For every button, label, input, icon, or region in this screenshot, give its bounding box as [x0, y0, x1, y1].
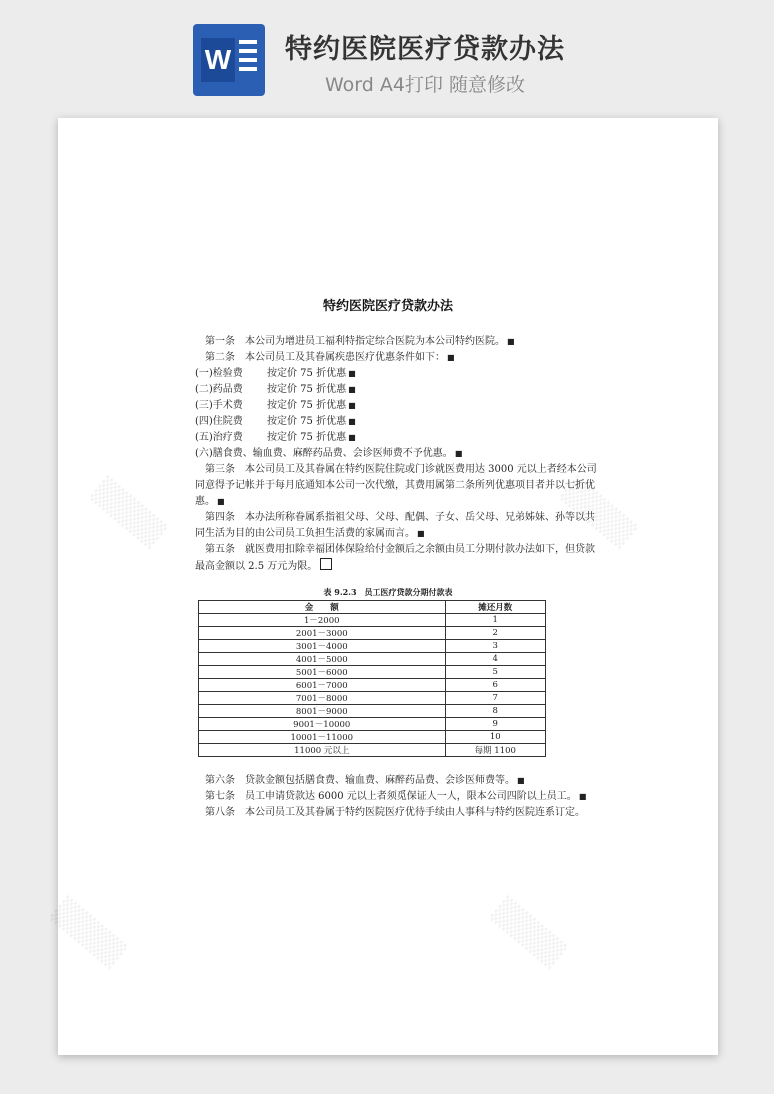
amount-cell: 8001－9000	[199, 705, 446, 718]
end-mark: ■	[447, 353, 455, 362]
item-desc: 按定价 75 折优惠	[267, 368, 347, 379]
paragraph-text: 第三条 本公司员工及其眷属在特约医院住院或门诊就医费用达 3000 元以上者经本公司同意得予记帐并于每月底通知本公司一次代缴，其费用属第二条所列优惠项目者并以七折优惠。	[195, 464, 597, 507]
months-cell: 2	[445, 627, 545, 640]
item-name: (三)手术费	[195, 400, 243, 411]
item-text: (六)膳食费、输血费、麻醉药品费、会诊医师费不予优惠。	[195, 448, 453, 459]
months-cell: 6	[445, 679, 545, 692]
amount-cell: 11000 元以上	[199, 744, 446, 757]
table-row	[199, 614, 546, 627]
item-desc: 按定价 75 折优惠	[267, 416, 347, 427]
list-item	[195, 398, 603, 414]
column-header: 金 额	[199, 601, 446, 614]
item-name: (二)药品费	[195, 384, 243, 395]
watermark: ▒▒▒▒	[47, 895, 129, 971]
watermark: ▒▒▒▒	[557, 475, 639, 551]
months-cell: 8	[445, 705, 545, 718]
amount-cell: 1－2000	[199, 614, 446, 627]
document-body-after	[195, 773, 605, 821]
months-cell: 5	[445, 666, 545, 679]
column-header: 摊还月数	[445, 601, 545, 614]
end-mark: ■	[348, 385, 356, 394]
end-mark: ■	[454, 449, 463, 458]
paragraph-text: 第一条 本公司为增进员工福利特指定综合医院为本公司特约医院。	[195, 336, 505, 347]
item-desc: 按定价 75 折优惠	[267, 384, 347, 395]
end-mark: ■	[348, 369, 356, 378]
months-cell: 10	[445, 731, 545, 744]
amount-cell: 5001－6000	[199, 666, 446, 679]
word-icon-letter: W	[201, 38, 235, 82]
paragraph-text: 第二条 本公司员工及其眷属疾患医疗优惠条件如下：	[195, 352, 445, 363]
document-body	[195, 334, 603, 575]
paragraph	[195, 510, 603, 542]
paragraph	[195, 350, 603, 366]
table-header-row	[199, 601, 546, 614]
table-row	[199, 666, 546, 679]
list-item	[195, 430, 603, 446]
paragraph	[195, 462, 603, 510]
paragraph-text: 第五条 就医费用扣除幸福团体保险给付金额后之余额由员工分期付款办法如下，但贷款最高金额以 2.5 万元为限。	[195, 544, 595, 572]
end-mark: ■	[417, 529, 425, 538]
months-cell: 7	[445, 692, 545, 705]
watermark: ▒▒▒▒	[487, 895, 569, 971]
months-cell: 每期 1100	[445, 744, 545, 757]
amount-cell: 4001－5000	[199, 653, 446, 666]
table-row	[199, 640, 546, 653]
paragraph	[195, 805, 605, 821]
banner-title: 特约医院医疗贷款办法	[285, 34, 565, 65]
checkbox-box	[320, 558, 332, 570]
list-item	[195, 382, 603, 398]
table-caption: 表 9.2.3 员工医疗贷款分期付款表	[323, 587, 453, 597]
amount-cell: 10001－11000	[199, 731, 446, 744]
amount-cell: 7001－8000	[199, 692, 446, 705]
item-name: (一)检验费	[195, 368, 243, 379]
paragraph	[195, 542, 603, 575]
end-mark: ■	[348, 433, 356, 442]
amount-cell: 9001－10000	[199, 718, 446, 731]
item-desc: 按定价 75 折优惠	[267, 400, 347, 411]
months-cell: 9	[445, 718, 545, 731]
table-row	[199, 718, 546, 731]
paragraph	[195, 773, 605, 789]
amount-cell: 2001－3000	[199, 627, 446, 640]
months-cell: 4	[445, 653, 545, 666]
table-row	[199, 705, 546, 718]
end-mark: ■	[217, 497, 225, 506]
paragraph	[195, 789, 605, 805]
end-mark: ■	[578, 792, 587, 801]
banner	[0, 0, 774, 112]
item-name: (四)住院费	[195, 416, 243, 427]
paragraph-text: 第八条 本公司员工及其眷属于特约医院医疗优待手续由人事科与特约医院连系订定。	[195, 807, 585, 818]
paragraph	[195, 334, 603, 350]
table-row	[199, 627, 546, 640]
amount-cell: 3001－4000	[199, 640, 446, 653]
end-mark: ■	[507, 337, 515, 346]
table-row	[199, 679, 546, 692]
end-mark: ■	[348, 401, 356, 410]
installment-table	[198, 600, 546, 757]
list-item	[195, 366, 603, 382]
item-name: (五)治疗费	[195, 432, 243, 443]
watermark: ▒▒▒▒	[87, 475, 169, 551]
banner-subtitle: Word A4打印 随意修改	[325, 74, 526, 96]
list-item	[195, 414, 603, 430]
list-item	[195, 446, 603, 462]
amount-cell: 6001－7000	[199, 679, 446, 692]
paragraph-text: 第七条 员工申请贷款达 6000 元以上者须觅保证人一人，限本公司四阶以上员工。	[195, 791, 577, 802]
months-cell: 1	[445, 614, 545, 627]
table-row	[199, 744, 546, 757]
end-mark: ■	[348, 417, 356, 426]
paragraph-text: 第四条 本办法所称眷属系指祖父母、父母、配偶、子女、岳父母、兄弟姊妹、孙等以共同生活为目的由公司员工负担生活费的家属而言。	[195, 512, 595, 539]
months-cell: 3	[445, 640, 545, 653]
table-row	[199, 731, 546, 744]
table-row	[199, 692, 546, 705]
table-row	[199, 653, 546, 666]
document-page	[47, 118, 718, 1055]
item-desc: 按定价 75 折优惠	[267, 432, 347, 443]
end-mark: ■	[517, 776, 525, 785]
document-title: 特约医院医疗贷款办法	[322, 299, 453, 314]
paragraph-text: 第六条 贷款金额包括膳食费、输血费、麻醉药品费、会诊医师费等。	[195, 775, 515, 786]
word-icon-lines	[239, 40, 257, 76]
word-icon	[193, 24, 265, 96]
